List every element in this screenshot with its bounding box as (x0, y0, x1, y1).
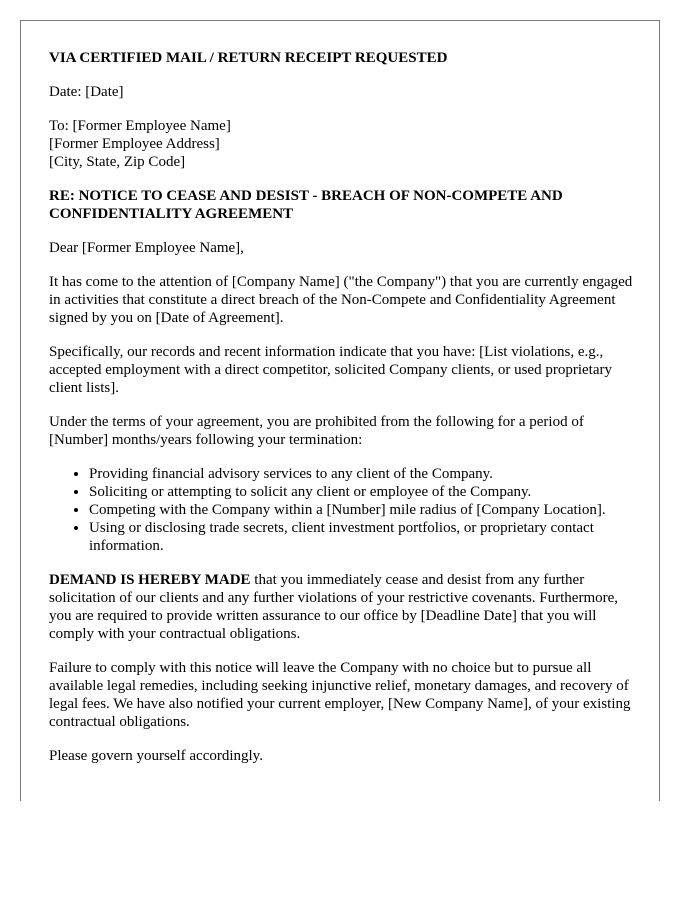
closing-line: Please govern yourself accordingly. (49, 748, 263, 764)
letter-page (20, 20, 660, 801)
list-item: • Providing financial advisory services to any client of the Company. (89, 465, 639, 483)
demand-text: that you immediately cease and desist from any further solicitation of our clients and any further violations of your restrictive covenants. Furthermore, you are required to provide written assurance to our office by [Deadline Date] that you will comply with your contractual obligations. (49, 572, 619, 642)
prohibitions-list (49, 465, 639, 555)
recipient-name: To: [Former Employee Name] (49, 118, 231, 134)
delivery-method-heading: VIA CERTIFIED MAIL / RETURN RECEIPT REQUESTED (49, 50, 448, 66)
list-item: • Competing with the Company within a [Number] mile radius of [Company Location]. (89, 501, 639, 519)
date-line: Date: [Date] (49, 84, 124, 100)
letter-body (49, 49, 639, 781)
paragraph-prohibitions-intro: Under the terms of your agreement, you are prohibited from the following for a period of [Number] months/years following your termination: (49, 414, 584, 448)
recipient-block (49, 117, 639, 171)
paragraph-consequences: Failure to comply with this notice will leave the Company with no choice but to pursue all available legal remedies, including seeking injunctive relief, monetary damages, and recovery of legal fees. We have also notified your current employer, [New Company Name], of your existing contractual obligations. (49, 660, 631, 730)
salutation: Dear [Former Employee Name], (49, 240, 244, 256)
paragraph-breach-notice: It has come to the attention of [Company Name] ("the Company") that you are currently engaged in activities that constitute a direct breach of the Non-Compete and Confidentiality Agreement signed by you on [Date of Agreement]. (49, 274, 633, 326)
list-item: • Using or disclosing trade secrets, client investment portfolios, or proprietary contact information. (89, 519, 639, 555)
list-item: • Soliciting or attempting to solicit any client or employee of the Company. (89, 483, 639, 501)
recipient-city: [City, State, Zip Code] (49, 154, 186, 170)
recipient-address: [Former Employee Address] (49, 136, 220, 152)
paragraph-demand (49, 571, 639, 643)
demand-emphasis: DEMAND IS HEREBY MADE (49, 572, 251, 588)
subject-line: RE: NOTICE TO CEASE AND DESIST - BREACH OF NON-COMPETE AND CONFIDENTIALITY AGREEMENT (49, 188, 563, 222)
paragraph-violations: Specifically, our records and recent information indicate that you have: [List violations, e.g., accepted employment with a direct competitor, solicited Company clients, or used proprietary client lists]. (49, 344, 612, 396)
